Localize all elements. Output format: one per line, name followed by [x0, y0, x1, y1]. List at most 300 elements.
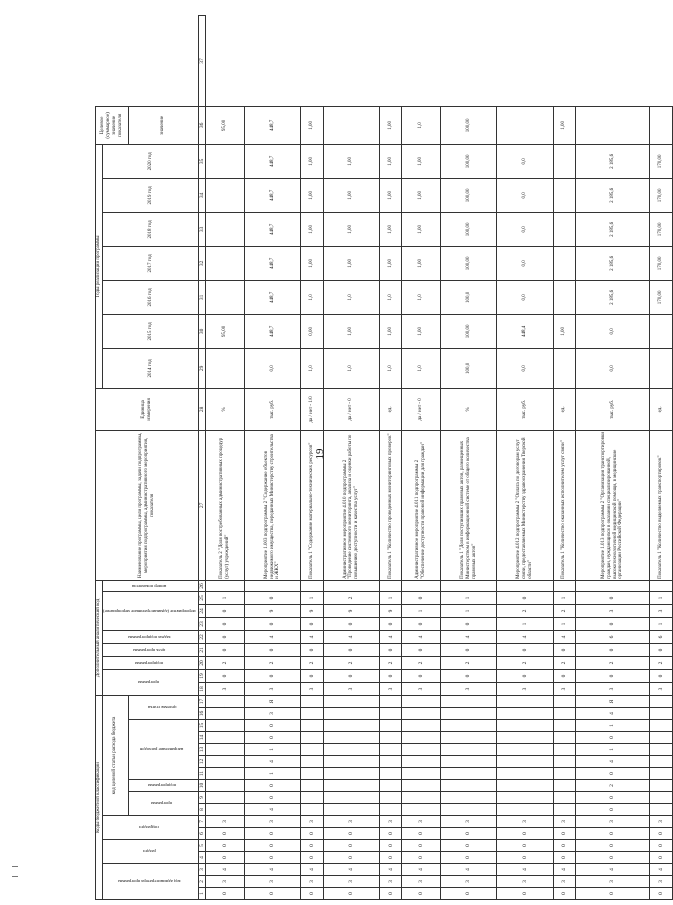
budget-code-cell: 4	[576, 864, 650, 876]
additional-code-cell: 0	[379, 618, 402, 631]
header-name-text: Наименование программы, цели программы, задачи подпрограммы, мероприятия подпрограммы, административного мероприятия, показателя	[138, 432, 155, 578]
year-value-cell: 1,00	[301, 144, 324, 178]
additional-code-cell: 3	[244, 683, 300, 696]
column-number: 33	[199, 212, 206, 246]
name-cell: Показатель 2 "Доля востребованных административных процедур (услуг) учреждений"	[206, 430, 245, 580]
budget-code-cell	[553, 720, 576, 732]
column-number: 3	[199, 864, 206, 876]
year-value-cell: 100,00	[441, 246, 497, 280]
additional-code-cell: 0	[497, 592, 553, 605]
header-final	[96, 106, 129, 144]
year-value-cell: 2 185,6	[576, 246, 650, 280]
indicator-number-cell	[206, 580, 245, 591]
header-csr-napravlenie-text: направление расходов	[140, 747, 184, 753]
final-value-cell: 1,00	[301, 106, 324, 144]
budget-code-cell	[206, 768, 245, 780]
year-value-cell: 1,00	[402, 314, 441, 348]
unit-cell: да / нет - 1/0	[301, 388, 324, 430]
value-2014-cell	[553, 348, 576, 388]
year-value-cell: 2 185,6	[576, 212, 650, 246]
year-value-cell: 170,00	[650, 144, 673, 178]
additional-code-cell: 0	[441, 644, 497, 657]
additional-code-cell: 0	[206, 631, 245, 644]
budget-code-cell	[323, 732, 379, 744]
document-sheet	[95, 15, 664, 900]
additional-code-cell: 3	[441, 683, 497, 696]
budget-code-cell	[206, 720, 245, 732]
budget-code-cell: 4	[576, 756, 650, 768]
header-admin-code-text: код администратора программы	[117, 879, 181, 885]
budget-code-cell: 0	[576, 804, 650, 816]
budget-code-cell: 0	[576, 732, 650, 744]
budget-code-cell: 3	[301, 876, 324, 888]
year-value-cell: 448,7	[244, 246, 300, 280]
year-value-cell: 1,0	[323, 280, 379, 314]
column-number: 17	[199, 696, 206, 708]
budget-code-cell	[402, 696, 441, 708]
budget-code-cell: 3	[441, 816, 497, 828]
budget-code-cell	[497, 696, 553, 708]
budget-code-cell	[323, 792, 379, 804]
additional-code-cell: 0	[379, 644, 402, 657]
year-value-cell	[553, 178, 576, 212]
header-years	[96, 144, 103, 388]
name-cell: Мероприятие 1.003 подпрограммы 2 "Содержание объектов недвижимого имущества, переданных Министерству строительства и ЖКХ"	[244, 430, 300, 580]
budget-code-cell	[323, 720, 379, 732]
header-y2018	[102, 212, 198, 246]
additional-code-cell: 2	[323, 657, 379, 670]
header-y2016	[102, 280, 198, 314]
header-budget-codes-text: Коды бюджетной классификации	[96, 762, 101, 833]
budget-code-cell	[379, 780, 402, 792]
year-value-cell: 100,00	[441, 212, 497, 246]
budget-code-cell	[553, 708, 576, 720]
budget-code-cell	[301, 804, 324, 816]
budget-code-cell: 0	[402, 840, 441, 852]
table-row	[497, 16, 553, 900]
additional-code-cell: 0	[576, 670, 650, 683]
budget-code-cell: 0	[244, 840, 300, 852]
column-number: 19	[199, 670, 206, 683]
year-value-cell: 100,00	[441, 144, 497, 178]
column-number: 31	[199, 280, 206, 314]
budget-code-cell: 0	[650, 852, 673, 864]
year-value-cell: 448,7	[244, 314, 300, 348]
header-cel-text: цель программы	[132, 647, 166, 653]
additional-code-cell: 4	[301, 631, 324, 644]
value-2014-cell: 1,0	[301, 348, 324, 388]
budget-code-cell	[323, 756, 379, 768]
budget-code-cell	[497, 744, 553, 756]
column-number: 4	[199, 852, 206, 864]
header-razdel-text: раздел	[142, 849, 156, 855]
budget-code-cell	[402, 744, 441, 756]
additional-code-cell: 0	[576, 644, 650, 657]
year-value-cell: 1,00	[301, 212, 324, 246]
year-value-cell: 1,00	[323, 212, 379, 246]
additional-code-cell: 1	[206, 592, 245, 605]
additional-code-cell: 0	[244, 670, 300, 683]
indicator-number-cell	[323, 580, 379, 591]
column-number: 22	[199, 631, 206, 644]
additional-code-cell: 6	[576, 631, 650, 644]
year-value-cell: 170,00	[650, 246, 673, 280]
year-value-cell: 448,7	[244, 144, 300, 178]
budget-code-cell	[379, 708, 402, 720]
header-2014-text: 2014 год	[147, 359, 153, 378]
header-zadacha	[102, 631, 198, 644]
header-csr-text: код целевой статьи расхода бюджета	[112, 716, 118, 795]
additional-code-cell: 9	[301, 605, 324, 618]
table-row	[402, 16, 441, 900]
budget-code-cell	[497, 756, 553, 768]
additional-code-cell: 4	[497, 631, 553, 644]
header-unit	[96, 388, 199, 430]
budget-code-cell	[206, 696, 245, 708]
indicator-number-cell	[244, 580, 300, 591]
budget-code-cell: 0	[402, 828, 441, 840]
header-years-text: Годы реализации программы	[96, 235, 101, 298]
additional-code-cell: 4	[244, 631, 300, 644]
budget-code-cell: 4	[553, 864, 576, 876]
budget-code-cell: 0	[379, 852, 402, 864]
budget-code-cell	[650, 744, 673, 756]
budget-code-cell: 3	[244, 816, 300, 828]
year-value-cell: 100,00	[441, 314, 497, 348]
year-value-cell: 1,00	[379, 144, 402, 178]
budget-code-cell: 0	[576, 792, 650, 804]
additional-code-cell: 9	[323, 605, 379, 618]
value-2014-cell: 0,0	[244, 348, 300, 388]
indicator-number-cell	[553, 580, 576, 591]
budget-code-cell: 3	[497, 816, 553, 828]
budget-code-cell: 3	[244, 708, 300, 720]
budget-code-cell	[553, 756, 576, 768]
additional-code-cell: 1	[650, 618, 673, 631]
table-row	[323, 16, 379, 900]
additional-code-cell: 1	[441, 592, 497, 605]
budget-code-cell: 0	[301, 828, 324, 840]
year-value-cell: 0,0	[497, 212, 553, 246]
year-value-cell: 1,00	[323, 144, 379, 178]
budget-code-cell	[323, 768, 379, 780]
final-value-cell: 95,00	[206, 106, 245, 144]
additional-code-cell: 0	[402, 670, 441, 683]
additional-code-cell: 4	[553, 631, 576, 644]
budget-code-cell: 4	[441, 864, 497, 876]
budget-code-cell	[553, 732, 576, 744]
column-number: 20	[199, 657, 206, 670]
budget-code-cell: 0	[244, 828, 300, 840]
budget-code-cell: Я	[244, 696, 300, 708]
unit-cell: тыс. руб.	[576, 388, 650, 430]
header-podrazdel	[102, 816, 198, 840]
budget-code-cell: 4	[497, 864, 553, 876]
budget-code-cell	[553, 804, 576, 816]
budget-code-cell	[553, 780, 576, 792]
additional-code-cell: 0	[206, 618, 245, 631]
value-2014-cell	[650, 348, 673, 388]
column-number: 7	[199, 816, 206, 828]
value-2014-cell: 1,0	[323, 348, 379, 388]
year-value-cell: 95,00	[206, 314, 245, 348]
budget-code-cell: 3	[576, 816, 650, 828]
budget-code-cell: 0	[553, 888, 576, 900]
budget-code-cell: 0	[576, 852, 650, 864]
year-value-cell: 0,00	[301, 314, 324, 348]
budget-code-cell: 0	[244, 888, 300, 900]
header-nomer	[102, 580, 198, 591]
budget-code-cell: 0	[576, 768, 650, 780]
column-number: 18	[199, 683, 206, 696]
year-value-cell: 1,00	[301, 178, 324, 212]
header-csr-programma	[128, 792, 198, 816]
year-value-cell	[650, 314, 673, 348]
header-value-text: значение	[160, 115, 166, 135]
additional-code-cell: 0	[244, 618, 300, 631]
budget-code-cell	[402, 732, 441, 744]
additional-code-cell: 3	[301, 683, 324, 696]
budget-code-cell: 0	[441, 888, 497, 900]
final-value-cell: 100,00	[441, 106, 497, 144]
indicator-number-cell	[402, 580, 441, 591]
additional-code-cell: 1	[553, 592, 576, 605]
budget-code-cell	[497, 792, 553, 804]
header-y2015-text: 2015 год	[147, 322, 153, 341]
budget-code-cell: Я	[576, 696, 650, 708]
unit-cell: %	[206, 388, 245, 430]
budget-code-cell	[402, 708, 441, 720]
budget-code-cell	[206, 756, 245, 768]
budget-code-cell: 4	[206, 864, 245, 876]
budget-code-cell	[441, 768, 497, 780]
budget-code-cell: 0	[206, 828, 245, 840]
budget-code-cell: 0	[441, 840, 497, 852]
budget-code-cell: 0	[244, 720, 300, 732]
year-value-cell: 1,0	[402, 280, 441, 314]
column-number-row	[199, 16, 206, 900]
budget-code-cell: 0	[497, 888, 553, 900]
header-y2018-text: 2018 год	[147, 220, 153, 239]
year-value-cell: 1,00	[379, 178, 402, 212]
budget-code-cell: 0	[323, 852, 379, 864]
value-2014-cell	[206, 348, 245, 388]
year-value-cell	[206, 178, 245, 212]
budget-code-cell: 0	[650, 888, 673, 900]
budget-code-cell: 0	[301, 888, 324, 900]
year-value-cell: 1,0	[379, 280, 402, 314]
budget-code-cell: 3	[402, 816, 441, 828]
header-admin-code	[102, 864, 198, 900]
header-y2015	[102, 314, 198, 348]
budget-code-cell	[650, 792, 673, 804]
scan-mark	[12, 876, 18, 877]
year-value-cell: 448,4	[497, 314, 553, 348]
budget-code-cell	[206, 780, 245, 792]
budget-code-cell	[441, 756, 497, 768]
column-number: 13	[199, 744, 206, 756]
header-razdel	[102, 840, 198, 864]
header-budget-codes	[96, 696, 103, 900]
additional-code-cell: 0	[576, 618, 650, 631]
column-number: 21	[199, 644, 206, 657]
additional-code-cell: 2	[650, 657, 673, 670]
year-value-cell: 2 185,6	[576, 144, 650, 178]
page-number: 19	[314, 448, 326, 460]
budget-code-cell	[497, 780, 553, 792]
year-value-cell: 2 185,6	[576, 178, 650, 212]
value-2014-cell: 1,0	[379, 348, 402, 388]
value-2014-cell: 100,0	[441, 348, 497, 388]
budget-code-cell	[497, 720, 553, 732]
year-value-cell: 1,00	[301, 246, 324, 280]
header-additional-code	[96, 580, 103, 695]
year-value-cell	[206, 144, 245, 178]
budget-code-cell: 0	[379, 828, 402, 840]
column-number: 1	[199, 888, 206, 900]
year-value-cell: 170,00	[650, 178, 673, 212]
budget-code-cell: 3	[244, 876, 300, 888]
final-value-cell	[323, 106, 379, 144]
budget-code-cell	[553, 744, 576, 756]
additional-code-cell: 0	[206, 644, 245, 657]
budget-code-cell: 3	[206, 816, 245, 828]
unit-cell: тыс. руб.	[497, 388, 553, 430]
budget-code-cell	[206, 744, 245, 756]
budget-code-cell: 0	[323, 840, 379, 852]
column-number: 30	[199, 314, 206, 348]
budget-code-cell	[497, 732, 553, 744]
budget-code-cell: 3	[553, 876, 576, 888]
budget-code-cell	[206, 708, 245, 720]
budget-code-cell	[379, 756, 402, 768]
budget-code-cell: 1	[576, 744, 650, 756]
year-value-cell: 170,00	[650, 280, 673, 314]
budget-code-cell	[402, 720, 441, 732]
year-value-cell: 1,0	[301, 280, 324, 314]
header-y2019-text: 2019 год	[147, 186, 153, 205]
budget-code-cell	[650, 696, 673, 708]
additional-code-cell: 2	[576, 657, 650, 670]
year-value-cell: 1,00	[402, 212, 441, 246]
budget-code-cell: 4	[244, 756, 300, 768]
budget-code-cell: 0	[650, 840, 673, 852]
budget-code-cell: 0	[244, 732, 300, 744]
year-value-cell: 448,7	[244, 280, 300, 314]
header-meropriyatie-text: мероприятие (административное мероприятие)	[102, 608, 196, 614]
final-value-cell	[497, 106, 553, 144]
budget-code-cell	[650, 732, 673, 744]
additional-code-cell: 0	[301, 670, 324, 683]
additional-code-cell: 2	[244, 657, 300, 670]
budget-code-cell: 0	[379, 888, 402, 900]
additional-code-cell: 2	[497, 657, 553, 670]
year-value-cell: 1,00	[379, 212, 402, 246]
additional-code-cell: 1	[497, 618, 553, 631]
header-csr-podprogramma-text: подпрограмма	[147, 783, 176, 789]
budget-code-cell	[206, 732, 245, 744]
budget-code-cell	[402, 792, 441, 804]
rotated-table-wrapper	[95, 15, 664, 900]
budget-code-cell	[323, 804, 379, 816]
budget-code-cell: 0	[323, 888, 379, 900]
column-number: 11	[199, 768, 206, 780]
table-row	[301, 16, 324, 900]
final-value-cell: 1,00	[553, 106, 576, 144]
value-2014-cell: 1,0	[402, 348, 441, 388]
value-2014-cell: 0,0	[576, 348, 650, 388]
additional-code-cell: 3	[650, 605, 673, 618]
additional-code-cell: 0	[206, 670, 245, 683]
column-number: 29	[199, 348, 206, 388]
budget-code-cell: 0	[244, 780, 300, 792]
column-number: 8	[199, 804, 206, 816]
additional-code-cell: 1	[441, 605, 497, 618]
year-value-cell	[553, 212, 576, 246]
additional-code-cell: 0	[441, 618, 497, 631]
budget-code-cell: 0	[206, 888, 245, 900]
additional-code-cell: 4	[402, 631, 441, 644]
budget-code-cell	[323, 708, 379, 720]
budget-code-cell	[497, 708, 553, 720]
additional-code-cell: 6	[650, 631, 673, 644]
additional-code-cell: 3	[650, 683, 673, 696]
budget-code-cell	[441, 744, 497, 756]
additional-code-cell: 2	[497, 605, 553, 618]
header-cel	[102, 644, 198, 657]
budget-code-cell: 1	[244, 768, 300, 780]
budget-code-cell: 4	[323, 864, 379, 876]
additional-code-cell: 4	[379, 631, 402, 644]
additional-code-cell: 0	[553, 670, 576, 683]
budget-code-cell	[497, 768, 553, 780]
budget-code-cell: 3	[650, 816, 673, 828]
header-csr-programma-text: программа	[151, 801, 173, 807]
header-2014	[102, 348, 198, 388]
unit-cell: тыс. руб.	[244, 388, 300, 430]
header-row-1	[96, 16, 103, 900]
budget-code-cell: 3	[323, 876, 379, 888]
budget-code-cell	[206, 792, 245, 804]
year-value-cell	[206, 212, 245, 246]
additional-code-cell: 0	[402, 644, 441, 657]
budget-code-cell: 0	[206, 852, 245, 864]
budget-code-cell: 4	[379, 864, 402, 876]
header-additional-code-text: Дополнительный аналитический код	[96, 598, 101, 678]
header-y2017-text: 2017 год	[147, 254, 153, 273]
budget-code-cell: 0	[379, 840, 402, 852]
budget-code-cell	[402, 768, 441, 780]
additional-code-cell: 0	[244, 592, 300, 605]
budget-code-cell: 0	[244, 792, 300, 804]
name-cell: Показатель 1 "Количество выделяемых транспортировок"	[650, 430, 673, 580]
additional-code-cell: 0	[441, 670, 497, 683]
budget-code-cell	[301, 756, 324, 768]
table-row	[379, 16, 402, 900]
year-value-cell: 0,0	[497, 246, 553, 280]
additional-code-cell: 2	[379, 657, 402, 670]
additional-code-cell: 3	[576, 605, 650, 618]
column-number: 36	[199, 106, 206, 144]
budget-code-cell	[323, 780, 379, 792]
column-number: 26	[199, 580, 206, 591]
table-row	[441, 16, 497, 900]
scan-mark	[12, 866, 18, 867]
additional-code-cell: 0	[576, 592, 650, 605]
header-meropriyatie	[102, 592, 198, 631]
budget-code-cell: 0	[402, 852, 441, 864]
budget-code-cell: 3	[497, 876, 553, 888]
